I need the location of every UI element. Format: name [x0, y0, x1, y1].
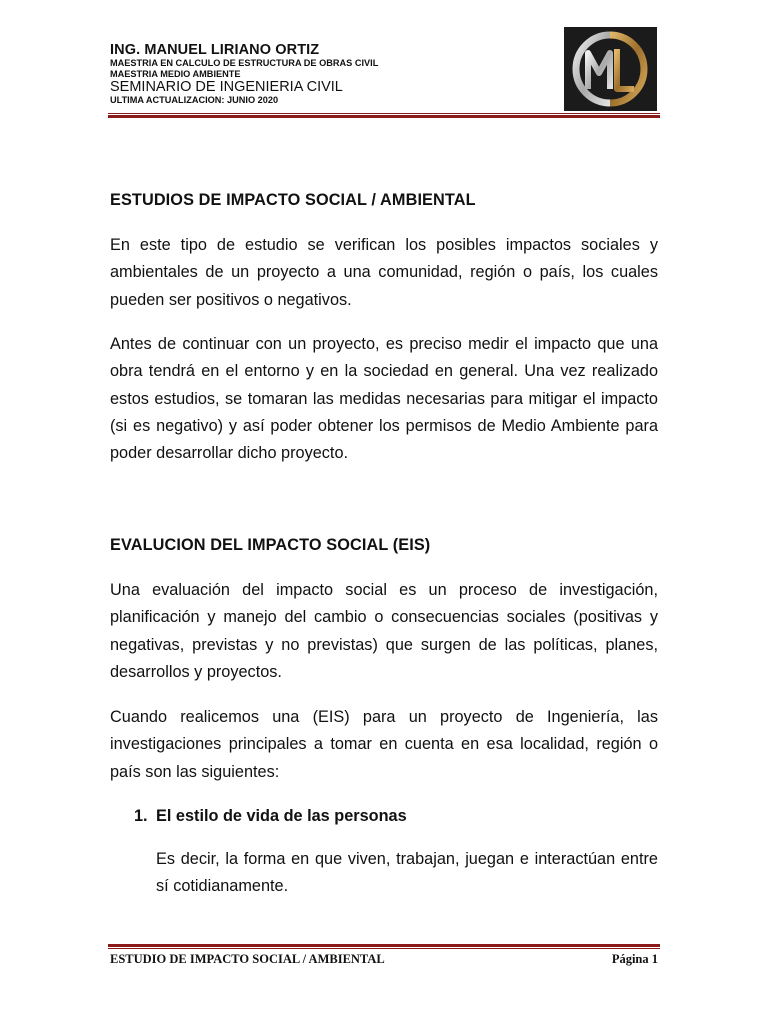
paragraph-1: En este tipo de estudio se verifican los posibles impactos sociales y ambientales de un proyecto a una comunidad, región o país, los cuales pueden ser positivos o negativos. — [110, 236, 658, 309]
list-item-number: 1. — [134, 807, 148, 825]
footer-rule-thick — [108, 944, 660, 947]
header-degree-2: MAESTRIA MEDIO AMBIENTE — [110, 68, 241, 79]
header-degree-1: MAESTRIA EN CALCULO DE ESTRUCTURA DE OBRAS CIVIL — [110, 58, 379, 68]
seminar-title: SEMINARIO DE INGENIERIA CIVIL — [110, 79, 343, 95]
list-item-title — [134, 806, 407, 826]
page-header — [110, 42, 550, 106]
paragraph-2: Antes de continuar con un proyecto, es preciso medir el impacto que una obra tendrá en el entorno y en la sociedad en general. Una vez realizado estos estudios, se tomaran las medidas necesarias para mitigar el impacto (si es negativo) y así poder obtener los permisos de Medio Ambiente para poder desarrollar dicho proyecto. — [110, 335, 658, 463]
header-rule-thick — [108, 115, 660, 118]
section-heading-1: ESTUDIOS DE IMPACTO SOCIAL / AMBIENTAL — [110, 191, 476, 209]
section-heading-2: EVALUCION DEL IMPACTO SOCIAL (EIS) — [110, 536, 431, 554]
footer-title: ESTUDIO DE IMPACTO SOCIAL / AMBIENTAL — [110, 952, 385, 966]
ml-logo — [564, 27, 657, 111]
list-item-heading: El estilo de vida de las personas — [156, 807, 407, 825]
last-updated: ULTIMA ACTUALIZACION: JUNIO 2020 — [110, 95, 279, 105]
list-item-text: Es decir, la forma en que viven, trabajan, juegan e interactúan entre sí cotidianamente. — [156, 850, 658, 896]
author-name: ING. MANUEL LIRIANO ORTIZ — [110, 42, 320, 58]
paragraph-4: Cuando realicemos una (EIS) para un proyecto de Ingeniería, las investigaciones principales a tomar en cuenta en esa localidad, región o país son las siguientes: — [110, 708, 658, 781]
footer-rule-thin — [108, 948, 660, 949]
page-number: Página 1 — [611, 952, 658, 966]
ml-logo-icon — [564, 27, 657, 111]
paragraph-3: Una evaluación del impacto social es un proceso de investigación, planificación y manejo del cambio o consecuencias sociales (positivas y negativas, previstas y no previstas) que surgen de las políticas, planes, desarrollos y proyectos. — [110, 581, 658, 681]
header-rule-thin — [108, 113, 660, 114]
